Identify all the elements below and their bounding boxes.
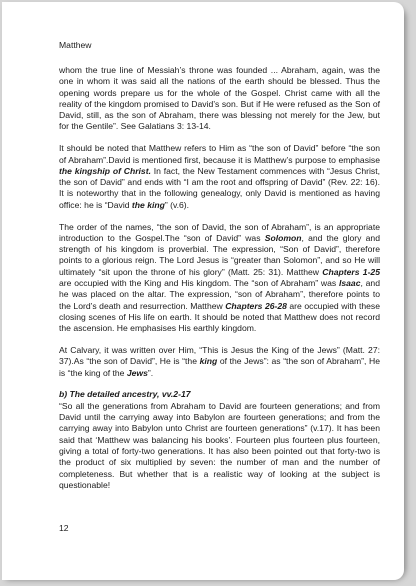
emphasis-solomon: Solomon	[264, 232, 302, 243]
emphasis-isaac: Isaac	[338, 278, 361, 289]
running-header: Matthew	[59, 40, 92, 50]
text-run: , and he was placed on the altar. The expression, “son of Abraham”, therefore points to the Lord’s death and resurrection. Matthew	[59, 278, 380, 311]
paragraph-abraham-blessing: whom the true line of Messiah’s throne was founded ... Abraham, again, was the one in whom it was said all the nations of the earth should be blessed. Thus the opening words prepare us for the whole of the Gospel. Christ came with all the reality of the kingdom promised to David’s son. But if He were refused as the Son of David, still, as the son of Abraham, there was blessing not merely for the Jew, but for the Gentile”. See Galatians 3: 13-14.	[59, 65, 380, 132]
emphasis-the-king: the king	[131, 199, 165, 210]
text-run: ”.	[147, 367, 154, 378]
text-run: , and the glory and strength of his kingdom is proverbial. The expression, “Son of David”, therefore points to a glorious reign. The Lord Jesus is “greater than Solomon”, and so He will ultimately “sit upon the throne of his glory” (Matt. 25: 31). Matthew	[59, 232, 380, 277]
text-run: At Calvary, it was written over Him, “This is Jesus the King of the Jews” (Matt. 27: 37).As “the son of David”, He is “the	[59, 345, 380, 367]
paragraph-order-of-names	[59, 222, 380, 335]
paragraph-son-of-david	[59, 143, 380, 211]
text-run: are occupied with the King and His kingdom. The “son of Abraham” was	[59, 278, 339, 289]
paragraph-calvary	[59, 345, 380, 379]
emphasis-king: king	[199, 356, 218, 367]
text-run: It should be noted that Matthew refers to Him as “the son of David” before “the son of Abraham”.David is mentioned first, because it is Matthew’s purpose to emphasise	[59, 143, 380, 165]
text-run: are occupied with these closing scenes of His life on earth. It should be noted that Matthew does not record the ascension. He emphasises His earthly kingdom.	[59, 300, 380, 334]
paragraph-detailed-ancestry: “So all the generations from Abraham to David are fourteen generations; and from David until the carrying away into Babylon are fourteen generations; and from the carrying away into Babylon unto Christ are fourteen generations” (v.17). It has been said that ‘Matthew was balancing his books’. Fourteen plus fourteen plus fourteen, giving a total of forty-two generations. It has also been pointed out that forty-two is the product of six multiplied by seven: the number of man and the number of completeness. But whether that is a realistic way of looking at the subject is questionable!	[59, 400, 380, 490]
text-run: In fact, the New Testament commences with “Jesus Christ, the son of David” and ends with “I am the root and offspring of David” (Rev. 22: 16). It is noteworthy that in the following genealogy, only David is mentioned as having office: he is “David	[59, 165, 380, 210]
emphasis-chapters-26-28: Chapters 26-28	[225, 300, 287, 311]
emphasis-chapters-1-25: Chapters 1-25	[322, 266, 380, 277]
text-run: The order of the names, “the son of David, the son of Abraham”, is an appropriate introduction to the Gospel.The “son of David” was	[59, 221, 380, 243]
text-run: ” (v.6).	[164, 199, 190, 210]
page-number: 12	[59, 523, 69, 533]
emphasis-kingship: the kingship of Christ.	[59, 165, 151, 176]
emphasis-jews: Jews	[126, 367, 148, 378]
section-heading: b) The detailed ancestry, vv.2-17	[59, 389, 191, 400]
book-page	[2, 2, 404, 580]
text-run: of the Jews”: as “the son of Abraham”, He is “the king of the	[59, 356, 380, 378]
